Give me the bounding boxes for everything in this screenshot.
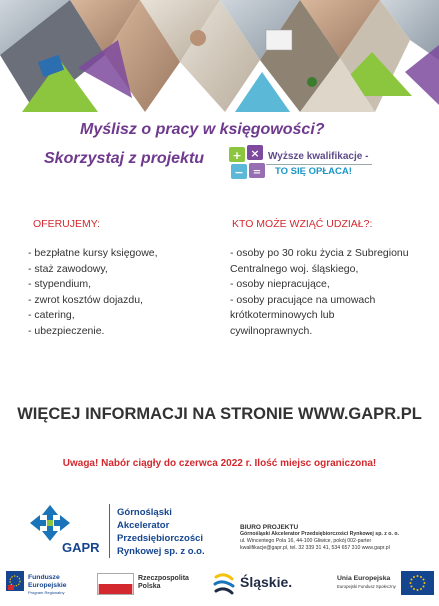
recruitment-notice: Uwaga! Nabór ciągły do czerwca 2022 r. Ilość miejsc ograniczona! [62, 458, 377, 469]
polish-flag-icon [97, 573, 134, 595]
rp-title: Polska [138, 583, 161, 590]
eu-flag-icon [401, 571, 434, 595]
svg-text:×: × [250, 147, 260, 160]
office-company: Górnośląski Akcelerator Przedsiębiorczości Rynkowej sp. z o. o. [240, 531, 399, 537]
svg-text:=: = [252, 167, 262, 178]
project-slogan: TO SIĘ OPŁACA! [275, 166, 352, 177]
list-item: - bezpłatne kursy księgowe, [28, 247, 158, 259]
list-item: - ubezpieczenie. [28, 324, 105, 337]
company-line: Rynkowej sp. z o.o. [117, 546, 205, 557]
rp-title: Rzeczpospolita [138, 575, 189, 582]
offer-title: OFERUJEMY: [33, 218, 101, 230]
office-title: BIURO PROJEKTU [240, 524, 299, 531]
unia-europejska-text [337, 575, 396, 591]
offer-list [28, 246, 218, 340]
list-item: cywilnoprawnych. [230, 324, 313, 337]
fe-subtitle: Program Regionalny [28, 590, 65, 595]
company-line: Górnośląski [117, 507, 172, 518]
project-office-info [240, 524, 435, 552]
header-banner [0, 0, 439, 112]
list-item: - osoby po 30 roku życia z Subregionu [230, 247, 409, 259]
project-logo-icon [227, 143, 269, 183]
svg-text:−: − [234, 166, 244, 179]
office-address: ul. Wincentego Pola 16, 44-100 Gliwice, pokój 002-parter [240, 538, 372, 544]
ue-title: Unia Europejska [337, 575, 391, 582]
list-item: - staż zawodowy, [28, 262, 108, 275]
gapr-logo-text: GAPR [62, 540, 100, 555]
company-line: Akcelerator [117, 520, 170, 531]
headline-question: Myślisz o pracy w księgowości? [80, 121, 325, 138]
fundusze-europejskie-icon [6, 571, 24, 591]
rzeczpospolita-text [138, 575, 189, 591]
gapr-company-name [117, 506, 205, 558]
list-item: Centralnego woj. śląskiego, [230, 262, 359, 275]
fe-title: Fundusze [28, 574, 60, 581]
project-name: Wyższe kwalifikacje - [268, 151, 369, 162]
list-item: - zwrot kosztów dojazdu, [28, 293, 143, 306]
company-line: Przedsiębiorczości [117, 533, 204, 544]
ue-subtitle: Europejski Fundusz Społeczny [337, 584, 396, 589]
slaskie-text: Śląskie. [240, 574, 293, 590]
office-contact[interactable]: kwalifikacje@gapr.pl, tel. 32 339 31 41, 534 657 310 www.gapr.pl [240, 545, 390, 551]
headline-invitation: Skorzystaj z projektu [44, 150, 205, 167]
list-item: - catering, [28, 309, 75, 322]
gapr-divider [109, 504, 110, 558]
list-item: - stypendium, [28, 278, 92, 291]
list-item: - osoby pracujące na umowach [230, 293, 376, 306]
more-info-link[interactable]: WIĘCEJ INFORMACJI NA STRONIE WWW.GAPR.PL [17, 405, 422, 423]
project-divider [266, 164, 372, 165]
eligibility-list [230, 246, 420, 340]
eligibility-title: KTO MOŻE WZIĄĆ UDZIAŁ?: [232, 218, 373, 230]
list-item: krótkoterminowych lub [230, 309, 335, 322]
fe-title: Europejskie [28, 581, 67, 589]
svg-text:+: + [232, 149, 242, 162]
list-item: - osoby niepracujące, [230, 278, 330, 291]
fundusze-europejskie-text [28, 574, 67, 597]
slaskie-logo-icon [212, 571, 236, 595]
